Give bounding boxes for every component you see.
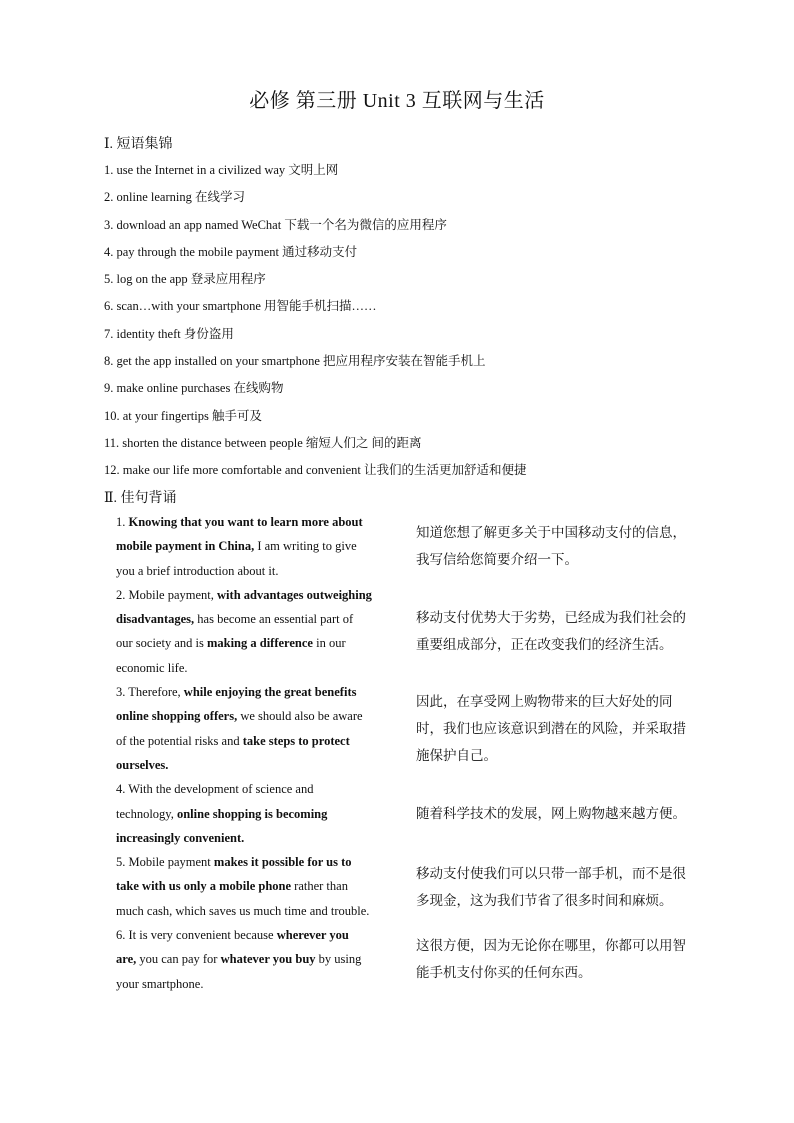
sentence-translation: 这很方便，因为无论你在哪里，你都可以用智能手机支付你买的任何东西。 xyxy=(416,938,686,981)
sentence-text: 3. Therefore, xyxy=(116,685,184,700)
sentence-english xyxy=(116,680,372,777)
phrase-item: 12. make our life more comfortable and convenient 让我们的生活更加舒适和便捷 xyxy=(104,463,527,478)
sentence-row xyxy=(116,850,696,923)
sentence-key-phrase: wherever you are, xyxy=(116,928,349,967)
sentence-chinese xyxy=(416,680,696,777)
phrase-item: 9. make online purchases 在线购物 xyxy=(104,381,284,396)
sentence-row xyxy=(116,777,696,850)
phrase-item: 7. identity theft 身份盗用 xyxy=(104,326,234,341)
sentence-text: 4. With the development of science and technology, xyxy=(116,782,314,821)
sentence-key-phrase: whatever you buy xyxy=(220,952,316,967)
phrase-item: 2. online learning 在线学习 xyxy=(104,190,245,205)
phrase-item: 1. use the Internet in a civilized way 文明上网 xyxy=(104,163,339,177)
phrase-item: 4. pay through the mobile payment 通过移动支付 xyxy=(104,244,358,259)
sentence-text: rather than much cash, which saves us much time and trouble. xyxy=(116,879,370,918)
phrase-item: 6. scan…with your smartphone 用智能手机扫描…… xyxy=(104,299,377,314)
sentence-text: in our economic life. xyxy=(116,636,346,675)
sentence-key-phrase: makes it possible for us to take with us only a mobile phone xyxy=(116,855,352,894)
section-1-heading: Ⅰ. 短语集锦 xyxy=(104,137,173,152)
sentence-text: I am writing to give you a brief introduction about it. xyxy=(116,539,357,578)
sentence-text: you can pay for xyxy=(136,952,221,967)
sentence-english xyxy=(116,777,372,850)
sentence-english xyxy=(116,583,372,680)
section-2-heading: Ⅱ. 佳句背诵 xyxy=(104,491,177,506)
sentence-translation: 因此，在享受网上购物带来的巨大好处的同时，我们也应该意识到潜在的风险，并采取措施保护自己。 xyxy=(416,694,686,764)
sentence-english xyxy=(116,850,372,923)
sentence-chinese xyxy=(416,777,696,850)
sentence-text: we should also be aware of the potential risks and xyxy=(116,709,363,748)
phrase-item: 5. log on the app 登录应用程序 xyxy=(104,272,266,287)
sentence-row xyxy=(116,680,696,777)
sentence-text: has become an essential part of our society and is xyxy=(116,612,354,651)
page-title: 必修 第三册 Unit 3 互联网与生活 xyxy=(249,90,545,112)
sentence-text: 5. Mobile payment xyxy=(116,855,214,870)
sentence-key-phrase: with advantages outweighing disadvantages, xyxy=(116,587,372,627)
sentence-row xyxy=(116,510,696,583)
sentence-key-phrase: take steps to protect ourselves. xyxy=(116,733,350,772)
sentence-translation: 随着科学技术的发展，网上购物越来越方便。 xyxy=(416,806,686,822)
sentence-chinese xyxy=(416,510,696,583)
phrase-item: 3. download an app named WeChat 下载一个名为微信的应用程序 xyxy=(104,217,447,232)
sentence-chinese xyxy=(416,850,696,923)
sentence-text: 2. Mobile payment, xyxy=(116,587,218,602)
sentence-chinese xyxy=(416,923,696,996)
phrase-list xyxy=(104,158,724,486)
sentence-key-phrase: online shopping is becoming increasingly convenient. xyxy=(116,806,328,845)
sentence-english xyxy=(116,510,372,583)
sentence-key-phrase: making a difference xyxy=(206,636,313,651)
sentence-translation: 移动支付优势大于劣势，已经成为我们社会的重要组成部分，正在改变我们的经济生活。 xyxy=(416,610,686,653)
phrase-item: 11. shorten the distance between people 缩短人们之 间的距离 xyxy=(104,435,422,450)
sentence-chinese xyxy=(416,583,696,680)
sentence-table xyxy=(116,510,696,996)
sentence-translation: 移动支付使我们可以只带一部手机，而不是很多现金，这为我们节省了很多时间和麻烦。 xyxy=(416,865,686,908)
sentence-text: 1. xyxy=(116,515,129,529)
sentence-text: 6. It is very convenient because xyxy=(116,928,277,943)
sentence-row xyxy=(116,583,696,680)
sentence-key-phrase: Knowing that you want to learn more about mobile payment in China, xyxy=(116,515,363,554)
sentence-english xyxy=(116,923,372,996)
sentence-text: by using your smartphone. xyxy=(116,952,362,991)
sentence-translation: 知道您想了解更多关于中国移动支付的信息，我写信给您简要介绍一下。 xyxy=(416,525,686,568)
sentence-row xyxy=(116,923,696,996)
phrase-item: 10. at your fingertips 触手可及 xyxy=(104,408,262,423)
phrase-item: 8. get the app installed on your smartphone 把应用程序安装在智能手机上 xyxy=(104,354,486,369)
sentence-key-phrase: while enjoying the great benefits online shopping offers, xyxy=(116,685,357,724)
